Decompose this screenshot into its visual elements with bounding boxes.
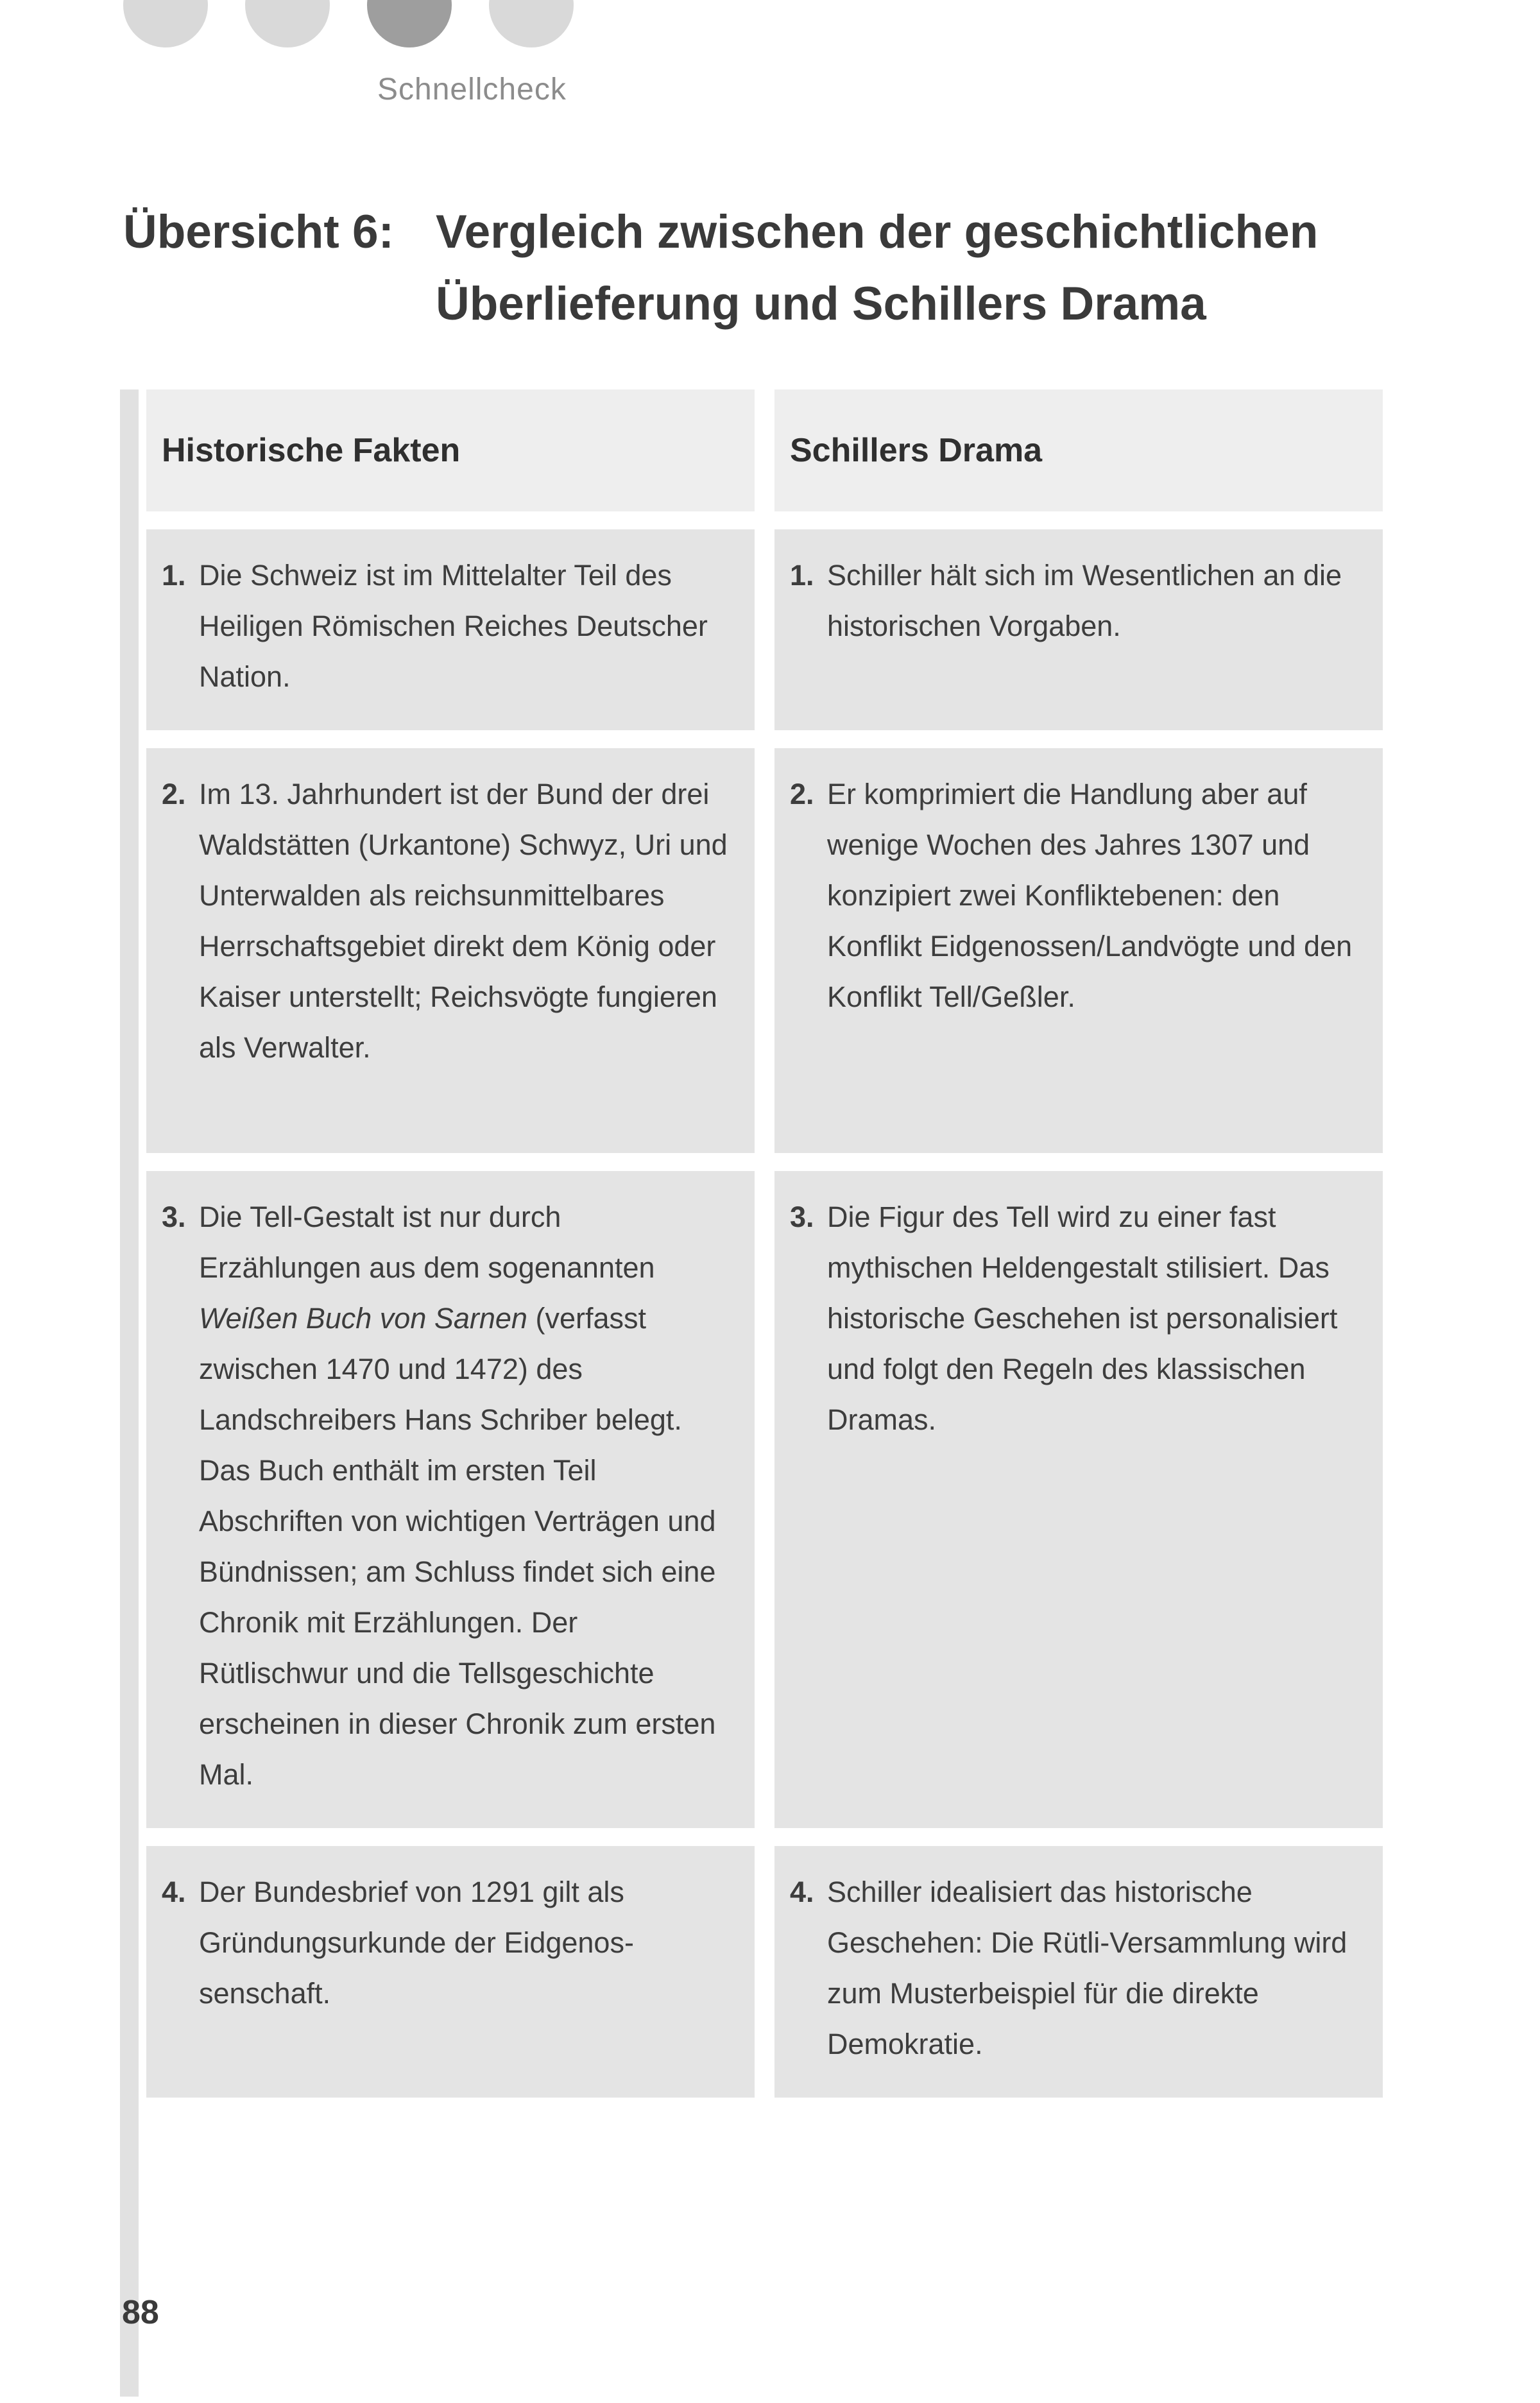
item-number: 4. [162, 1876, 186, 1908]
progress-dot-icon [123, 0, 208, 47]
margin-bar [120, 389, 139, 2397]
table-cell-left-2 [146, 748, 755, 1153]
table-cell-right-3 [774, 1171, 1383, 1828]
item-number: 3. [790, 1201, 814, 1233]
item-text: Die Tell-Gestalt ist nur durch Erzählungen aus dem sogenannten Weißen Buch von Sarnen (verfasst zwischen 1470 und 1472) des Landschreibers Hans Schriber belegt. Das Buch enthält im ersten Teil Abschriften von wichtigen Verträgen und Bündnissen; am Schluss findet sich eine Chronik mit Erzählungen. Der Rütlischwur und die Tellsgeschichte erscheinen in dieser Chronik zum ersten Mal. [199, 1201, 716, 1791]
item-text: Er komprimiert die Handlung aber auf wenige Wochen des Jahres 1307 und konzipiert zwei Konfliktebenen: den Konflikt Eidgenossen/Landvögte und den Konflikt Tell/Geßler. [827, 778, 1353, 1013]
item-number: 2. [790, 778, 814, 810]
item-text: Schiller idealisiert das historische Geschehen: Die Rütli-Versammlung wird zum Musterbeispiel für die direkte Demokratie. [827, 1876, 1348, 2060]
item-number: 2. [162, 778, 186, 810]
title-label: Übersicht 6: [123, 206, 394, 258]
table-cell-left-1 [146, 529, 755, 730]
table-cell-right-2 [774, 748, 1383, 1153]
table-cell-left-4 [146, 1846, 755, 2098]
table-cell-left-3 [146, 1171, 755, 1828]
progress-dot-icon [245, 0, 330, 47]
section-label: Schnellcheck [377, 73, 567, 107]
item-number: 3. [162, 1201, 186, 1233]
column-header-historische-fakten: Historische Fakten [146, 389, 755, 511]
column-header-schillers-drama: Schillers Drama [774, 389, 1383, 511]
title-text: Vergleich zwischen der geschichtlichen Überlieferung und Schillers Drama [436, 206, 1319, 330]
page-title [123, 196, 1401, 340]
progress-dots [123, 0, 574, 47]
item-number: 4. [790, 1876, 814, 1908]
item-text: Der Bundesbrief von 1291 gilt als Gründungsurkunde der Eidgenossenschaft. [199, 1876, 634, 2010]
item-number: 1. [162, 559, 186, 592]
table-cell-right-4 [774, 1846, 1383, 2098]
item-number: 1. [790, 559, 814, 592]
progress-dot-icon [489, 0, 574, 47]
table-cell-right-1 [774, 529, 1383, 730]
item-text: Die Schweiz ist im Mittelalter Teil des Heiligen Römischen Reiches Deutscher Nation. [199, 559, 708, 693]
item-text: Die Figur des Tell wird zu einer fast mythischen Heldengestalt stilisiert. Das historische Geschehen ist personalisiert und folgt den Regeln des klassischen Dramas. [827, 1201, 1338, 1436]
item-text: Schiller hält sich im Wesentlichen an die historischen Vorgaben. [827, 559, 1342, 642]
item-text: Im 13. Jahrhundert ist der Bund der drei Waldstätten (Urkantone) Schwyz, Uri und Unterwalden als reichsunmittelbares Herrschaftsgebiet direkt dem König oder Kaiser unterstellt; Reichsvögte fungieren als Verwalter. [199, 778, 728, 1064]
page-number: 88 [122, 2294, 159, 2331]
comparison-table [146, 389, 1383, 2098]
progress-dot-active-icon [367, 0, 452, 47]
